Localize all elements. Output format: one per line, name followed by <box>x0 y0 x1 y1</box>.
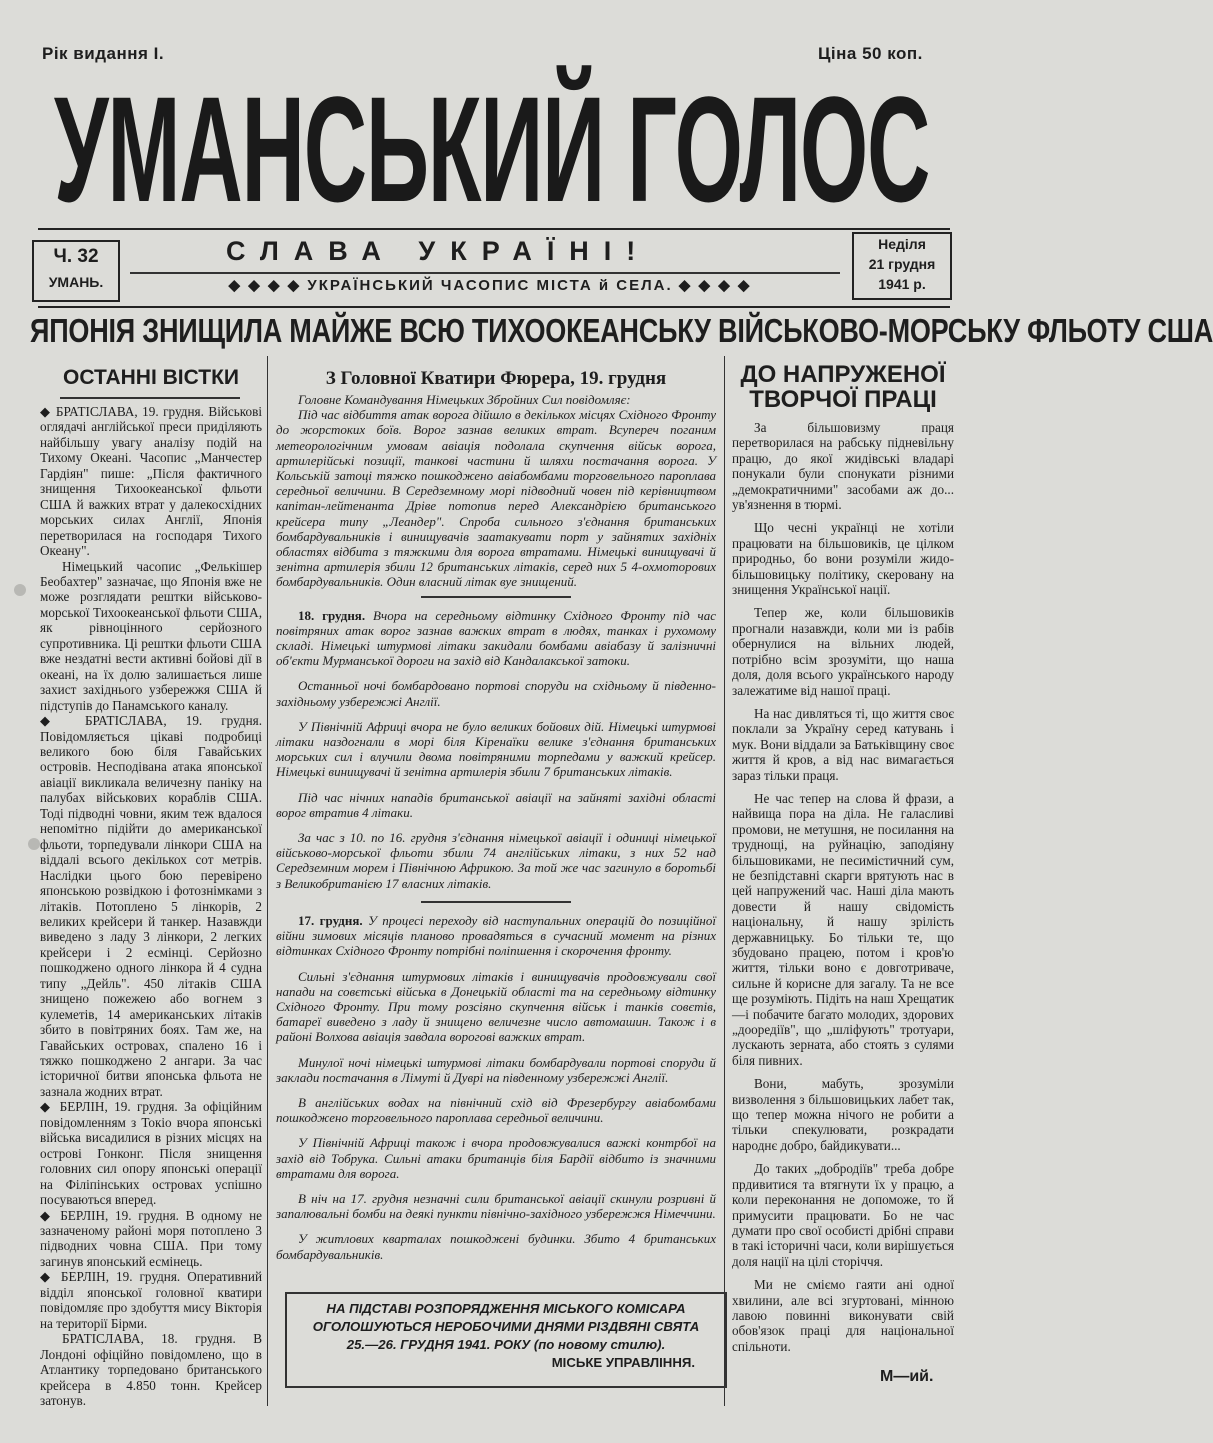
news-item: ◆ БРАТІСЛАВА, 19. грудня. Повідомляється цікаві подробиці великого бою біля Гавайських островів. Несподівана атака японської авіації викликала величезну паніку на палубах військових кораблів США. Тоді підводні човни, яким теж вдалося непомітно підійти до американської фльоти, торпедували лінкори США на віддалі всього декількох сот метрів. Наслідки цього бою перевірено японською розвідкою і фотознімками з літаків. Потоплено 5 лінкорів, 2 великих крейсери й танкер. Назавжди виведено з ладу 3 лінкори, 2 легких крейсери і 2 есмінці. Серйозно пошкоджено одного лінкора й 4 судна типу „Дейль". 450 літаків США знищено пожежею або вогнем з кулеметів, 14 американських літаків збито в повітряних боях. Там же, на Гавайських островах, спалено 16 і тяжко пошкоджено 2 ангари. За час історичної битви японська фльота не зазнала жодних втрат. <box>40 713 262 1099</box>
slogan: СЛАВА УКРАЇНІ! <box>226 236 651 266</box>
report-paragraph: У Північній Африці вчора не було великих бойових дій. Німецькі штурмові літаки наздогнали в морі біля Кіренаїки велике з'єднання британських морських сил і влучили двома повітряними торпедами у важкий крейсер. Німецькі винищувачі й зенітна артилерія збили 7 британських літаків. <box>276 718 716 780</box>
diamond-ornament-left: ◆ ◆ ◆ ◆ <box>228 277 308 294</box>
column-rule-right <box>724 356 725 1406</box>
news-item: ◆ БЕРЛІН, 19. грудня. За офіційним повідомленням з Токіо вчора японські війська висадилися в різних місцях на острові Гонконг. Після знищення головних сил опору японські операції на Філіпінських островах успішно посуваються вперед. <box>40 1099 262 1208</box>
report-intro: Головне Командування Німецьких Збройних Сил повідомляє: <box>298 392 631 407</box>
holiday-notice-box <box>285 1292 727 1388</box>
section-separator <box>421 596 571 598</box>
report-paragraph: В англійських водах на північний схід від Фрезербургу авіабомбами пошкоджено торговельного пароплава середньої величини. <box>276 1094 716 1126</box>
news-item: ◆ БЕРЛІН, 19. грудня. Оперативний відділ японської головної кватири повідомляє про здобуття мису Вікторія на території Бірми. <box>40 1269 262 1331</box>
issue-box <box>32 240 120 302</box>
date-year: 1941 р. <box>878 276 926 292</box>
right-title-line: ДО НАПРУЖЕНОЇ <box>740 361 946 388</box>
report-paragraph: У житлових кварталах пошкоджені будинки. Збито 4 британських бомбардувальників. <box>276 1231 716 1262</box>
left-title-rule <box>60 397 240 399</box>
news-item: Німецький часопис „Фелькішер Беобахтер" зазначає, що Японія вже не може розглядати рештки військово-морської Тихоокеанської фльоти США, як рівноцінного серйозного супротивника. Ці рештки фльоти США вже нездатні вести активні бойові дії в океані, на їх долю залишається лише захист західнього узбережжя США й підступів до Панамського каналу. <box>40 558 262 713</box>
column-rule-left <box>267 356 268 1406</box>
article-paragraph: На нас дивляться ті, що життя своє поклали за Україну серед катувань і мук. Вони віддали за Батьківщину своє життя й кров, а від нас вимагається зараз тільки праця. <box>732 705 954 783</box>
right-title-line: ТВОРЧОЇ ПРАЦІ <box>749 386 937 413</box>
main-headline: ЯПОНІЯ ЗНИЩИЛА МАЙЖЕ ВСЮ ТИХООКЕАНСЬКУ ВІЙСЬКОВО-МОРСЬКУ ФЛЬОТУ США <box>30 312 1213 349</box>
notice-line: ОГОЛОШУЮТЬСЯ НЕРОБОЧИМИ ДНЯМИ РІЗДВЯНІ СВЯТА <box>312 1319 700 1334</box>
price: Ціна 50 коп. <box>818 44 923 63</box>
report-paragraph: В ніч на 17. грудня незначні сили британської авіації скинули розривні й запалювальні бомби на деякі пункти північно-західного узбережжя Німеччини. <box>276 1190 716 1222</box>
news-item: ◆ БЕРЛІН, 19. грудня. В одному не зазначеному районі моря потоплено 3 підводних човна США. При тому загинув японський есмінець. <box>40 1207 262 1269</box>
date: 21 грудня <box>868 256 936 272</box>
article-signature: М—ий. <box>880 1368 934 1385</box>
right-column-title <box>732 362 954 412</box>
subtitle-text: УКРАЇНСЬКИЙ ЧАСОПИС МІСТА й СЕЛА. <box>307 277 673 294</box>
binder-hole <box>28 838 40 850</box>
year-of-publication: Рік видання І. <box>42 44 165 63</box>
notice-line: НА ПІДСТАВІ РОЗПОРЯДЖЕННЯ МІСЬКОГО КОМІСАРА <box>326 1301 686 1316</box>
left-column-body <box>40 404 262 1408</box>
report-paragraph: Минулої ночі німецькі штурмові літаки бомбардували портові споруди й заклади постачання в Лімуті й Дуврі на південному узбережжі Англії. <box>276 1054 716 1085</box>
date-box <box>852 232 952 300</box>
article-paragraph: До таких „добродіїв" треба добре прдивитися та втягнути їх у працю, а коли переконання не допоможе, то й примусити працювати. Бо не час думати про свої особисті дрібні справи в такі історичні часи, коли вирішується доля нації на цілі сторіччя. <box>732 1161 954 1269</box>
article-paragraph: За більшовизму праця перетворилася на рабську підневільну працю, до якої жидівські владарі понукали були спонукати різними „демократичними" засобами аж до... ув'язнення в тюрмі. <box>732 420 954 513</box>
article-paragraph: Тепер же, коли більшовиків прогнали назавжди, коли ми із рабів обернулися на вільних людей, потрібно всім зрозуміти, що наша доля, доля всього українського народу залежатиме від нашої праці. <box>732 605 954 698</box>
article-paragraph: Що чесні українці не хотіли працювати на більшовиків, це цілком природньо, бо вони розуміли жидо-більшовицьку політику, скеровану на знищення Української нації. <box>732 520 954 598</box>
report-paragraph <box>276 608 716 669</box>
middle-column-body <box>276 392 716 1272</box>
news-item: БРАТІСЛАВА, 18. грудня. В Лондоні офіційно повідомлено, що в Атлантику торпедовано британського крейсера в 4.850 тонн. Крейсер затонув. <box>40 1331 262 1408</box>
city-label: УМАНЬ. <box>48 274 104 290</box>
report-paragraph <box>276 913 716 959</box>
binder-hole <box>14 584 26 596</box>
report-text: У процесі переходу від наступальних операцій до позиційної війни зимових місяців планово провадяться в сучасний момент на різних відтинках Східного Фронту потрібні поліпшення і скорочення фронту. <box>276 912 716 959</box>
issue-number: Ч. 32 <box>53 246 99 267</box>
report-paragraph: Під час відбиття атак ворога дійшло в декількох місцях Східного Фронту до жорстоких боїв. Ворог зазнав великих втрат. Всупереч поганим метеорологічним умовам авіація подолала скупчення військ ворога, артилерійські позиції, танкові частини й шляхи постачання ворога. У Кольській затоці тяжко пошкоджено авіабомбами торговельного пароплава середньої величини. В Середземному морі підводний човен під керівництвом капітан-лейтенанта Дріве потопив перед Александрією британського крейсера типу „Леандер". Спроба сильного з'єднання британських бомбардувальників і винищувачів заатакувати порт у зайнятих західніх областях відбита з тяжкими для ворога втратами. Німецькі винищувачі й зенітна артилерія збили 12 британських літаків, серед них 5 4-охмоторових бомбардувальників. Один власний літак вуе знищений. <box>276 407 716 590</box>
section-separator <box>421 901 571 903</box>
report-text: Вчора на середньому відтинку Східного Фронту під час повітряних атак ворог зазнав важких втрат в людях, танках і рухомому складі. Німецькі штурмові літаки закидали бомбами авіабазу й залізничні об'єкти Мурманської дороги на захід від Кандалакської затоки. <box>276 607 716 669</box>
report-paragraph: Останньої ночі бомбардовано портові споруди на східньому й південно-західньому узбережжі Англії. <box>276 678 716 709</box>
left-column-title: ОСТАННІ ВІСТКИ <box>62 366 240 389</box>
notice-signature: МІСЬКЕ УПРАВЛІННЯ. <box>551 1355 695 1370</box>
article-paragraph: Ми не сміємо гаяти ані одної хвилини, але всі згуртовані, мінною лавою повинні виконувати свій обов'язок праці для національної спільноти. <box>732 1277 954 1354</box>
subtitle <box>140 276 840 294</box>
middle-column-title: З Головної Кватири Фюрера, 19. грудня <box>325 368 667 389</box>
right-column-body <box>732 420 954 1362</box>
article-paragraph: Вони, мабуть, зрозуміли визволення з більшовицьких лабет так, що тепер можна нічого не робити а тільки спекулювати, розкрадати народнє добро, байдикувати... <box>732 1076 954 1153</box>
report-paragraph: Під час нічних нападів британської авіації на зайняті західні області ворог втратив 4 літаки. <box>276 789 716 820</box>
notice-line: 25.—26. ГРУДНЯ 1941. РОКУ (по новому стилю). <box>346 1337 666 1352</box>
diamond-ornament-right: ◆ ◆ ◆ ◆ <box>672 277 752 294</box>
report-paragraph: У Північній Африці також і вчора продовжувалися важкі контрбої на захід від Тобрука. Сильні атаки британців біля Бардії відбито із значними втратами для ворога. <box>276 1135 716 1181</box>
report-date: 17. грудня. <box>298 912 363 928</box>
article-paragraph: Не час тепер на слова й фрази, а найвища пора на діла. Не галасливі промови, не метушня, не посилання на труднощі, на руйнацію, заподіяну більшовиками, не песимістичний сум, не безпідставні скарги врятують нас в цей напружений час. Наші діла мають довести й нашу свідомість національну, й нашу зрілість державницьку. Бо тільки те, що збудовано працею, потом і кров'ю життя, тільки воно є довготриваче, сильне й корисне для загалу. Та не все ще розуміють. Підіть на наш Хрещатик—і побачите багато молодих, здорових „дооредіїв", що „шліфують" тротуари, лускають зерната, або стоять з сулями біля пивних. <box>732 790 954 1068</box>
band-divider <box>130 272 840 274</box>
report-paragraph: Сильні з'єднання штурмових літаків і винищувачів продовжували свої напади на совєтські війська в Донецькій області та на середньому відтинку Східного Фронту. При тому розсіяно скупчення військ і танків совєтів, батареї виведено з ладу й знищено величезне число автомашин. Також і в районі Волхова авіація завдала ворогові важких втрат. <box>276 968 716 1045</box>
news-item: ◆ БРАТІСЛАВА, 19. грудня. Військові оглядачі англійської преси приділяють найбільшу увагу аналізу подій на Тихому Океані. Часопис „Манчестер Гардіян" пише: „Після фактичного знищення Тихоокеанської фльоти США й важких втрат у далекосхідних морських силах Англії, Японія перетворилася на господаря Тихого Океану". <box>40 404 262 559</box>
newspaper-title: УМАНСЬКИЙ ГОЛОС <box>54 65 930 233</box>
weekday: Неділя <box>878 236 926 252</box>
report-date: 18. грудня. <box>298 607 366 623</box>
report-paragraph: За час з 10. по 16. грудня з'єднання німецької авіації і одиниці німецької військово-морської фльоти збили 74 англійських літаки, з них 52 над Середземним морем і Північною Африкою. За той же час загинуло в боротьбі з Великобританією 17 власних літаків. <box>276 830 716 891</box>
